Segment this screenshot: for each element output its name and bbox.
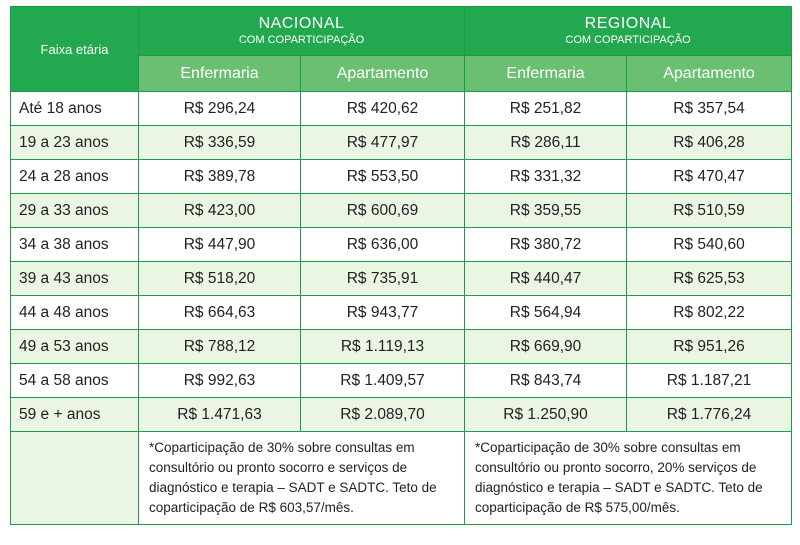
price-cell: R$ 420,62 bbox=[301, 92, 465, 126]
price-cell: R$ 336,59 bbox=[139, 126, 301, 160]
price-cell: R$ 331,32 bbox=[465, 160, 627, 194]
price-cell: R$ 423,00 bbox=[139, 194, 301, 228]
price-cell: R$ 1.187,21 bbox=[627, 364, 792, 398]
table-row bbox=[11, 126, 792, 160]
table-row bbox=[11, 330, 792, 364]
table-row bbox=[11, 92, 792, 126]
table-row bbox=[11, 194, 792, 228]
notes-row bbox=[11, 432, 792, 525]
price-cell: R$ 843,74 bbox=[465, 364, 627, 398]
price-cell: R$ 943,77 bbox=[301, 296, 465, 330]
price-cell: R$ 636,00 bbox=[301, 228, 465, 262]
price-cell: R$ 564,94 bbox=[465, 296, 627, 330]
nacional-enfermaria-header: Enfermaria bbox=[139, 56, 301, 92]
price-cell: R$ 735,91 bbox=[301, 262, 465, 296]
nacional-title: NACIONAL bbox=[258, 15, 345, 32]
price-table bbox=[10, 6, 792, 525]
nacional-group-header bbox=[139, 7, 465, 56]
age-range: 24 a 28 anos bbox=[11, 160, 139, 194]
notes-spacer bbox=[11, 432, 139, 525]
price-cell: R$ 447,90 bbox=[139, 228, 301, 262]
price-cell: R$ 1.776,24 bbox=[627, 398, 792, 432]
regional-group-header bbox=[465, 7, 792, 56]
age-range: 44 a 48 anos bbox=[11, 296, 139, 330]
price-cell: R$ 440,47 bbox=[465, 262, 627, 296]
price-cell: R$ 1.409,57 bbox=[301, 364, 465, 398]
price-cell: R$ 357,54 bbox=[627, 92, 792, 126]
age-range: 59 e + anos bbox=[11, 398, 139, 432]
price-cell: R$ 540,60 bbox=[627, 228, 792, 262]
price-cell: R$ 286,11 bbox=[465, 126, 627, 160]
regional-enfermaria-header: Enfermaria bbox=[465, 56, 627, 92]
table-row bbox=[11, 228, 792, 262]
age-range: 19 a 23 anos bbox=[11, 126, 139, 160]
price-cell: R$ 1.250,90 bbox=[465, 398, 627, 432]
regional-note: *Coparticipação de 30% sobre consultas em consultório ou pronto socorro, 20% serviços de diagnóstico e terapia – SADT e SADTC. Teto de coparticipação de R$ 575,00/mês. bbox=[465, 432, 792, 525]
price-cell: R$ 477,97 bbox=[301, 126, 465, 160]
age-range: Até 18 anos bbox=[11, 92, 139, 126]
regional-apartamento-header: Apartamento bbox=[627, 56, 792, 92]
age-range: 39 a 43 anos bbox=[11, 262, 139, 296]
price-cell: R$ 553,50 bbox=[301, 160, 465, 194]
age-range: 54 a 58 anos bbox=[11, 364, 139, 398]
price-cell: R$ 664,63 bbox=[139, 296, 301, 330]
price-cell: R$ 600,69 bbox=[301, 194, 465, 228]
regional-subtitle: COM COPARTICIPAÇÃO bbox=[565, 34, 691, 46]
nacional-note: *Coparticipação de 30% sobre consultas em consultório ou pronto socorro e serviços de diagnóstico e terapia – SADT e SADTC. Teto de coparticipação de R$ 603,57/mês. bbox=[139, 432, 465, 525]
table-row bbox=[11, 160, 792, 194]
nacional-apartamento-header: Apartamento bbox=[301, 56, 465, 92]
age-range: 49 a 53 anos bbox=[11, 330, 139, 364]
price-cell: R$ 296,24 bbox=[139, 92, 301, 126]
price-cell: R$ 788,12 bbox=[139, 330, 301, 364]
table-row bbox=[11, 262, 792, 296]
age-range: 34 a 38 anos bbox=[11, 228, 139, 262]
price-cell: R$ 669,90 bbox=[465, 330, 627, 364]
price-cell: R$ 1.471,63 bbox=[139, 398, 301, 432]
price-cell: R$ 2.089,70 bbox=[301, 398, 465, 432]
price-cell: R$ 406,28 bbox=[627, 126, 792, 160]
price-cell: R$ 380,72 bbox=[465, 228, 627, 262]
regional-title: REGIONAL bbox=[584, 15, 672, 32]
price-cell: R$ 625,53 bbox=[627, 262, 792, 296]
age-range: 29 a 33 anos bbox=[11, 194, 139, 228]
price-cell: R$ 802,22 bbox=[627, 296, 792, 330]
price-cell: R$ 951,26 bbox=[627, 330, 792, 364]
price-cell: R$ 518,20 bbox=[139, 262, 301, 296]
price-cell: R$ 359,55 bbox=[465, 194, 627, 228]
table-row bbox=[11, 398, 792, 432]
nacional-subtitle: COM COPARTICIPAÇÃO bbox=[238, 34, 365, 46]
price-cell: R$ 389,78 bbox=[139, 160, 301, 194]
table-row bbox=[11, 296, 792, 330]
price-cell: R$ 470,47 bbox=[627, 160, 792, 194]
price-cell: R$ 510,59 bbox=[627, 194, 792, 228]
table-row bbox=[11, 364, 792, 398]
price-cell: R$ 992,63 bbox=[139, 364, 301, 398]
faixa-etaria-header: Faixa etária bbox=[11, 7, 139, 92]
price-cell: R$ 251,82 bbox=[465, 92, 627, 126]
price-cell: R$ 1.119,13 bbox=[301, 330, 465, 364]
